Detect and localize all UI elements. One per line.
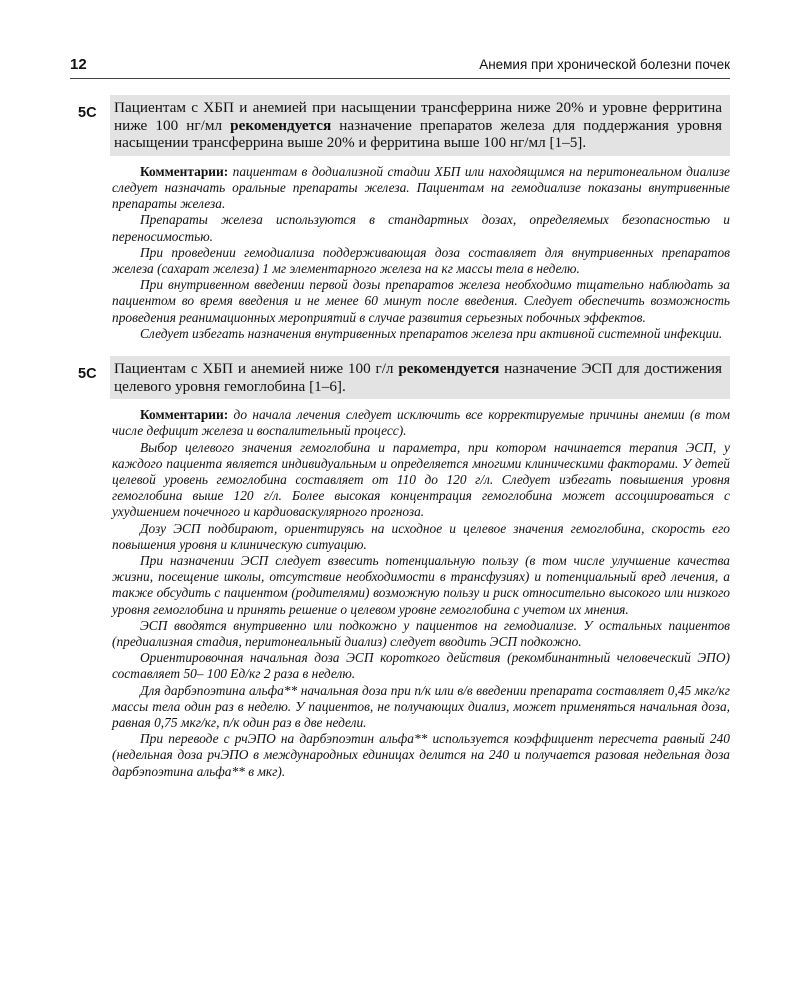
recommendation-text-end: назначение ЭСП для достижения целевого уровня гемоглобина [1–6].: [114, 360, 722, 395]
page-header: [70, 52, 730, 79]
recommendation-block: [70, 356, 730, 780]
comment-paragraph: Дозу ЭСП подбирают, ориентируясь на исходное и целевое значения гемоглобина, скорость его повышения уровня и клиническую ситуацию.: [112, 520, 730, 552]
comments-label: Комментарии:: [140, 163, 229, 179]
comment-paragraph: При назначении ЭСП следует взвесить потенциальную пользу (в том числе улучшение качества жизни, посещение школы, отсутствие необходимости в трансфузиях) и потенциальный вред лечения, а также обсудить с пациентом (родителями) возможную пользу и риск относительно высокого или низкого уровня гемоглобина и принять решение о целевом уровне гемоглобина с учетом их мнения.: [112, 553, 730, 617]
recommendation-text-start: Пациентам с ХБП и анемией ниже 100 г/л: [114, 360, 399, 378]
comment-paragraph: [112, 164, 730, 213]
comment-paragraph: Ориентировочная начальная доза ЭСП короткого действия (рекомбинантный человеческий ЭПО) составляет 50– 100 Ед/кг 2 раза в неделю.: [112, 650, 730, 682]
recommendation-text-start: Пациентам с ХБП и анемией при насыщении трансферрина ниже 20% и уровне ферритина ниже 100 нг/мл: [114, 99, 722, 134]
page-number: 12: [70, 56, 87, 73]
comment-paragraph: Для дарбэпоэтина альфа** начальная доза при п/к или в/в введении препарата составляет 0,45 мкг/кг массы тела один раз в неделю. У пациентов, не получающих диализ, может применяться начальная доза, равная 0,75 мкг/кг, п/к один раз в две недели.: [112, 682, 730, 731]
comment-paragraph: [112, 407, 730, 439]
comment-paragraph: При проведении гемодиализа поддерживающая доза составляет для внутривенных препаратов железа (сахарат железа) 1 мг элементарного железа на кг массы тела в неделю.: [112, 244, 730, 276]
comment-text: пациентам в додиализной стадии ХБП или находящимся на перитонеальном диализе следует назначать оральные препараты железа. Пациентам на гемодиализе показаны внутривенные препараты железа.: [112, 163, 730, 212]
comment-paragraph: Выбор целевого значения гемоглобина и параметра, при котором начинается терапия ЭСП, у каждого пациента является индивидуальным и определяется многими клиническими факторами. У детей целевой уровень гемоглобина составляет от 110 до 120 г/л. Следует избегать повышения уровня гемоглобина выше 120 г/л. Более высокая концентрация гемоглобина может ассоциироваться с ухудшением почечного и кардиоваскулярного прогноза.: [112, 439, 730, 520]
page: [70, 52, 730, 780]
running-title: Анемия при хронической болезни почек: [479, 57, 730, 72]
recommendation-text: [110, 95, 730, 156]
comment-paragraph: При внутривенном введении первой дозы препаратов железа необходимо тщательно наблюдать за пациентом во время введения и не менее 60 минут после введения. Следует обеспечить возможность проведения реанимационных мероприятий в случае развития серьезных побочных эффектов.: [112, 277, 730, 325]
evidence-grade: 5С: [78, 366, 97, 383]
comments-section: [112, 407, 730, 780]
recommendation-keyword: рекомендуется: [230, 116, 332, 134]
recommendation-keyword: рекомендуется: [398, 360, 500, 378]
comment-paragraph: ЭСП вводятся внутривенно или подкожно у пациентов на гемодиализе. У остальных пациентов (предиализная стадия, перитонеальный диализ) следует вводить ЭСП подкожно.: [112, 617, 730, 650]
comment-paragraph: Следует избегать назначения внутривенных препаратов железа при активной системной инфекции.: [140, 325, 723, 341]
comments-section: [112, 164, 730, 342]
comment-paragraph: При переводе с рчЭПО на дарбэпоэтин альфа** используется коэффициент пересчета равный 240 (недельная доза рчЭПО в международных единицах делится на 240 и получается разовая недельная доза дарбэпоэтина альфа** в мкг).: [112, 731, 730, 779]
comment-text: до начала лечения следует исключить все корректируемые причины анемии (в том числе дефицит железа и воспалительный процесс).: [112, 407, 730, 439]
comment-paragraph: Препараты железа используются в стандартных дозах, определяемых безопасностью и переносимостью.: [112, 212, 730, 244]
comments-label: Комментарии:: [140, 407, 229, 423]
recommendation-text: [110, 356, 730, 399]
recommendation-text-end: назначение препаратов железа для поддержания уровня насыщении трансферрина выше 20% и ферритина выше 100 нг/мл [1–5].: [114, 116, 722, 152]
recommendation-block: [70, 95, 730, 342]
evidence-grade: 5С: [78, 105, 97, 121]
